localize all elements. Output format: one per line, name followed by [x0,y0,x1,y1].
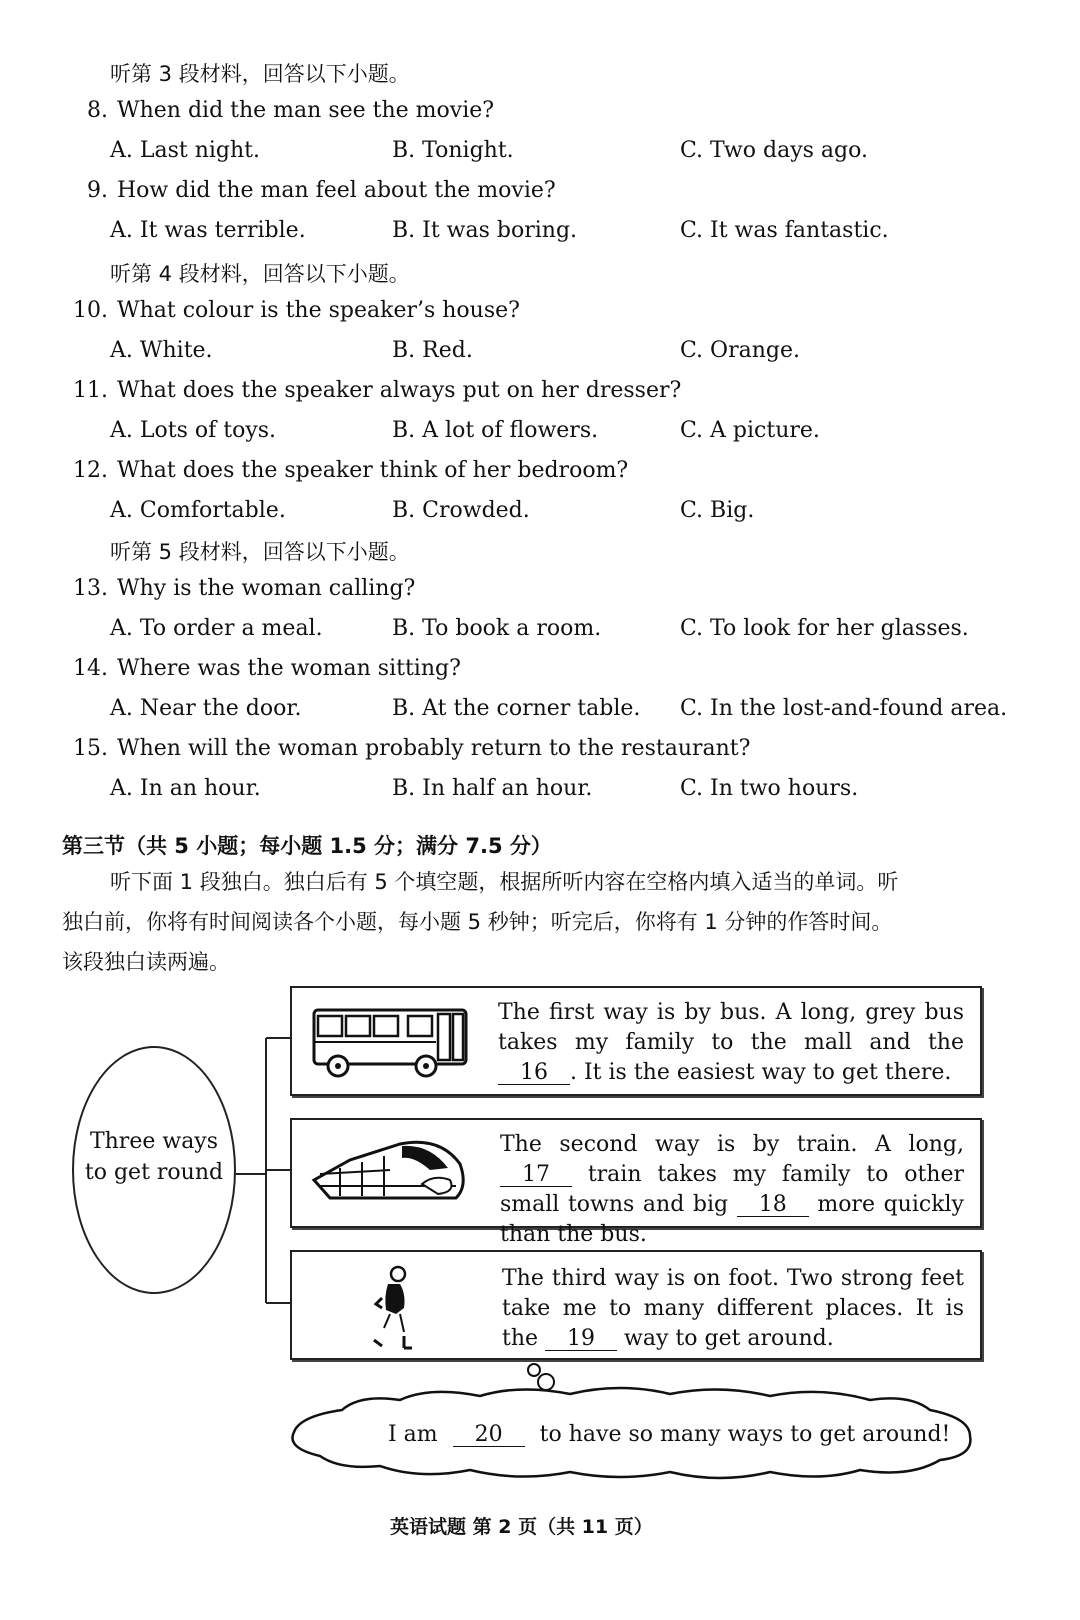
material-5-heading: 听第 5 段材料，回答以下小题。 [110,540,410,564]
instructions-line-2: 独白前，你将有时间阅读各个小题，每小题 5 秒钟；听完后，你将有 1 分钟的作答时间。 [62,910,893,934]
q12-option-a: A. Comfortable. [110,498,286,523]
material-3-heading: 听第 3 段材料，回答以下小题。 [110,62,410,86]
q13-option-b: B. To book a room. [392,616,602,641]
q13-option-a: A. To order a meal. [110,616,323,641]
q11-option-c: C. A picture. [680,418,820,443]
q10-option-a: A. White. [110,338,213,363]
q15-option-b: B. In half an hour. [392,776,593,801]
foot-description [502,1264,964,1354]
question-text: Where was the woman sitting? [117,656,461,681]
q15-option-c: C. In two hours. [680,776,859,801]
question-text: What does the speaker think of her bedroom? [117,458,629,483]
q14-option-b: B. At the corner table. [392,696,641,721]
section-three-title: 第三节（共 5 小题；每小题 1.5 分；满分 7.5 分） [62,834,552,858]
question-number: 10. [73,298,108,323]
question-number: 8. [87,98,108,123]
q13-option-c: C. To look for her glasses. [680,616,969,641]
question-number: 9. [87,178,108,203]
bus-icon [308,1004,470,1080]
cloud-text-before: I am [388,1422,438,1447]
q8-option-a: A. Last night. [110,138,261,163]
blank-18: 18 [737,1194,809,1217]
question-number: 12. [73,458,108,483]
q9-option-a: A. It was terrible. [110,218,306,243]
train-text-middle: train takes my family to other small towns and big [500,1162,964,1217]
blank-19: 19 [545,1328,617,1351]
bus-box [290,986,982,1096]
bus-text-after: . It is the easiest way to get there. [570,1060,952,1085]
q9-option-b: B. It was boring. [392,218,578,243]
q11-option-a: A. Lots of toys. [110,418,277,443]
instructions-line-3: 该段独白读两遍。 [62,950,230,974]
question-text: Why is the woman calling? [117,576,416,601]
q15-option-a: A. In an hour. [110,776,261,801]
q12-option-c: C. Big. [680,498,755,523]
question-text: What colour is the speaker’s house? [117,298,520,323]
q14-option-c: C. In the lost-and-found area. [680,696,1008,721]
train-icon [310,1134,470,1214]
blank-17: 17 [500,1164,572,1187]
bus-description [498,998,964,1088]
question-text: When did the man see the movie? [117,98,495,123]
walking-person-icon [370,1264,420,1352]
cloud-sentence [388,1422,950,1447]
q9-option-c: C. It was fantastic. [680,218,889,243]
q11-option-b: B. A lot of flowers. [392,418,599,443]
q14-option-a: A. Near the door. [110,696,302,721]
instructions-line-1: 听下面 1 段独白。独白后有 5 个填空题，根据所听内容在空格内填入适当的单词。听 [110,870,899,894]
q12-option-b: B. Crowded. [392,498,530,523]
oval-label: Three ways to get round [84,1129,224,1185]
bus-text-before: The first way is by bus. A long, grey bus takes my family to the mall and the [498,1000,964,1055]
q8-option-b: B. Tonight. [392,138,514,163]
blank-20: 20 [453,1424,525,1447]
page-footer: 英语试题 第 2 页（共 11 页） [390,1516,653,1538]
foot-box [290,1250,982,1360]
foot-text-after: way to get around. [624,1326,834,1351]
question-number: 15. [73,736,108,761]
blank-16: 16 [498,1062,570,1085]
train-text-before: The second way is by train. A long, [500,1132,964,1157]
train-description [500,1130,964,1250]
question-text: When will the woman probably return to the restaurant? [117,736,751,761]
question-text: How did the man feel about the movie? [117,178,556,203]
foot-text-before: The third way is on foot. Two strong feet take me to many different places. It is the [502,1266,964,1351]
question-number: 14. [73,656,108,681]
q10-option-b: B. Red. [392,338,473,363]
q10-option-c: C. Orange. [680,338,800,363]
train-text-after: more quickly than the bus. [500,1192,964,1247]
cloud-text-after: to have so many ways to get around! [539,1422,951,1447]
q8-option-c: C. Two days ago. [680,138,868,163]
material-4-heading: 听第 4 段材料，回答以下小题。 [110,262,410,286]
train-box [290,1118,982,1247]
question-number: 13. [73,576,108,601]
question-text: What does the speaker always put on her dresser? [117,378,682,403]
question-number: 11. [73,378,108,403]
